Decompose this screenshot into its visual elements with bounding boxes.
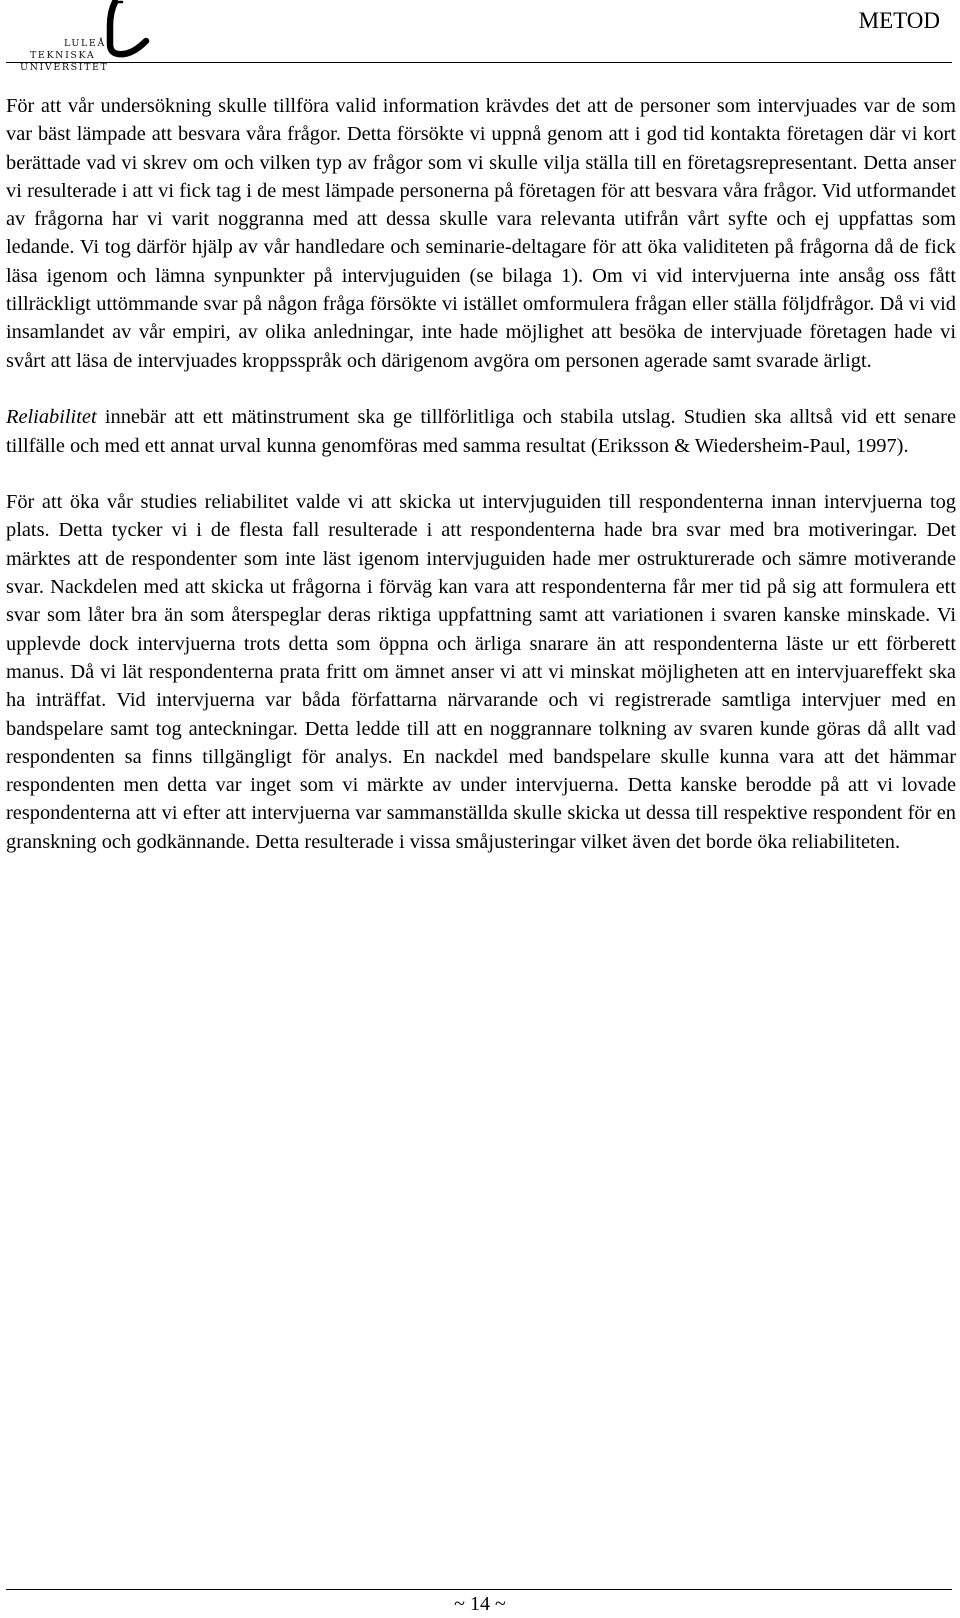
section-title: METOD bbox=[858, 8, 940, 33]
paragraph-reliability-measures: För att öka vår studies reliabilitet valde vi att skicka ut intervjuguiden till respondenterna innan intervjuerna tog plats. Detta tycker vi i de flesta fall resulterade i att respondenterna hade bra svar med bra motiveringar. Det märktes att de respondenter som inte läst igenom intervjuguiden hade mer ostrukturerade och sämre motiverande svar. Nackdelen med att skicka ut frågorna i förväg kan vara att respondenterna får mer tid på sig att formulera ett svar som låter bra än som återspeglar deras riktiga uppfattning samt att variationen i svaren kanske minskade. Vi upplevde dock intervjuerna trots detta som öppna och ärliga snarare än att respondenterna läste ur ett förberett manus. Då vi lät respondenterna prata fritt om ämnet anser vi att vi minskat möjligheten att en intervjuareffekt ska ha inträffat. Vid intervjuerna var båda författarna närvarande och vi registrerade samtliga intervjuer med en bandspelare samt tog anteckningar. Detta ledde till att en noggrannare tolkning av svaren kunde göras då allt vad respondenten sa finns tillgängligt för analys. En nackdel med bandspelare skulle kunna vara att det hämmar respondenten men detta var inget som vi märkte av under intervjuerna. Detta kanske berodde på att vi lovade respondenterna att vi efter att intervjuerna var sammanställda skulle skicka ut dessa till respektive respondent för en granskning och godkännande. Detta resulterade i vissa småjusteringar vilket även det borde öka reliabiliteten. bbox=[6, 491, 956, 853]
paragraph-validity: För att vår undersökning skulle tillföra valid information krävdes det att de personer som intervjuades var de som var bäst lämpade att besvara våra frågor. Detta försökte vi uppnå genom att i god tid kontakta företagen där vi kort berättade vad vi skrev om och vilken typ av frågor som vi skulle vilja ställa till en företagsrepresentant. Detta anser vi resulterade i att vi fick tag i de mest lämpade personerna på företagen för att besvara våra frågor. Vid utformandet av frågorna har vi varit noggranna med att dessa skulle vara relevanta utifrån vårt syfte och ej uppfattas som ledande. Vi tog därför hjälp av vår handledare och seminarie-deltagare för att öka validiteten på frågorna då de fick läsa igenom och lämna synpunkter på intervjuguiden (se bilaga 1). Om vi vid intervjuerna inte ansåg oss fått tillräckligt uttömmande svar på någon fråga försökte vi istället omformulera frågan eller ställa följdfrågor. Då vi vid insamlandet av vår empiri, av olika anledningar, inte hade möjlighet att besöka de intervjuade företagen hade vi svårt att läsa de intervjuades kroppsspråk och därigenom avgöra om personen agerade samt svarade ärligt. bbox=[6, 95, 956, 372]
paragraph-reliability-definition-text: innebär att ett mätinstrument ska ge tillförlitliga och stabila utslag. Studien ska alltså vid ett senare tillfälle och med ett annat urval kunna genomföras med samma resultat (Eriksson & Wiedersheim-Paul, 1997). bbox=[6, 406, 956, 457]
term-reliabilitet: Reliabilitet bbox=[6, 406, 97, 429]
paragraph-reliability-definition bbox=[6, 403, 956, 460]
footer-divider bbox=[6, 1589, 952, 1590]
header-divider bbox=[6, 62, 952, 63]
logo-line-lulea: LULEÅ bbox=[64, 38, 106, 49]
body-text bbox=[6, 92, 956, 884]
page-number: ~ 14 ~ bbox=[454, 1593, 506, 1615]
logo-line-universitet: UNIVERSITET bbox=[20, 62, 109, 73]
logo-line-tekniska: TEKNISKA bbox=[30, 50, 96, 61]
university-logo bbox=[18, 0, 158, 76]
